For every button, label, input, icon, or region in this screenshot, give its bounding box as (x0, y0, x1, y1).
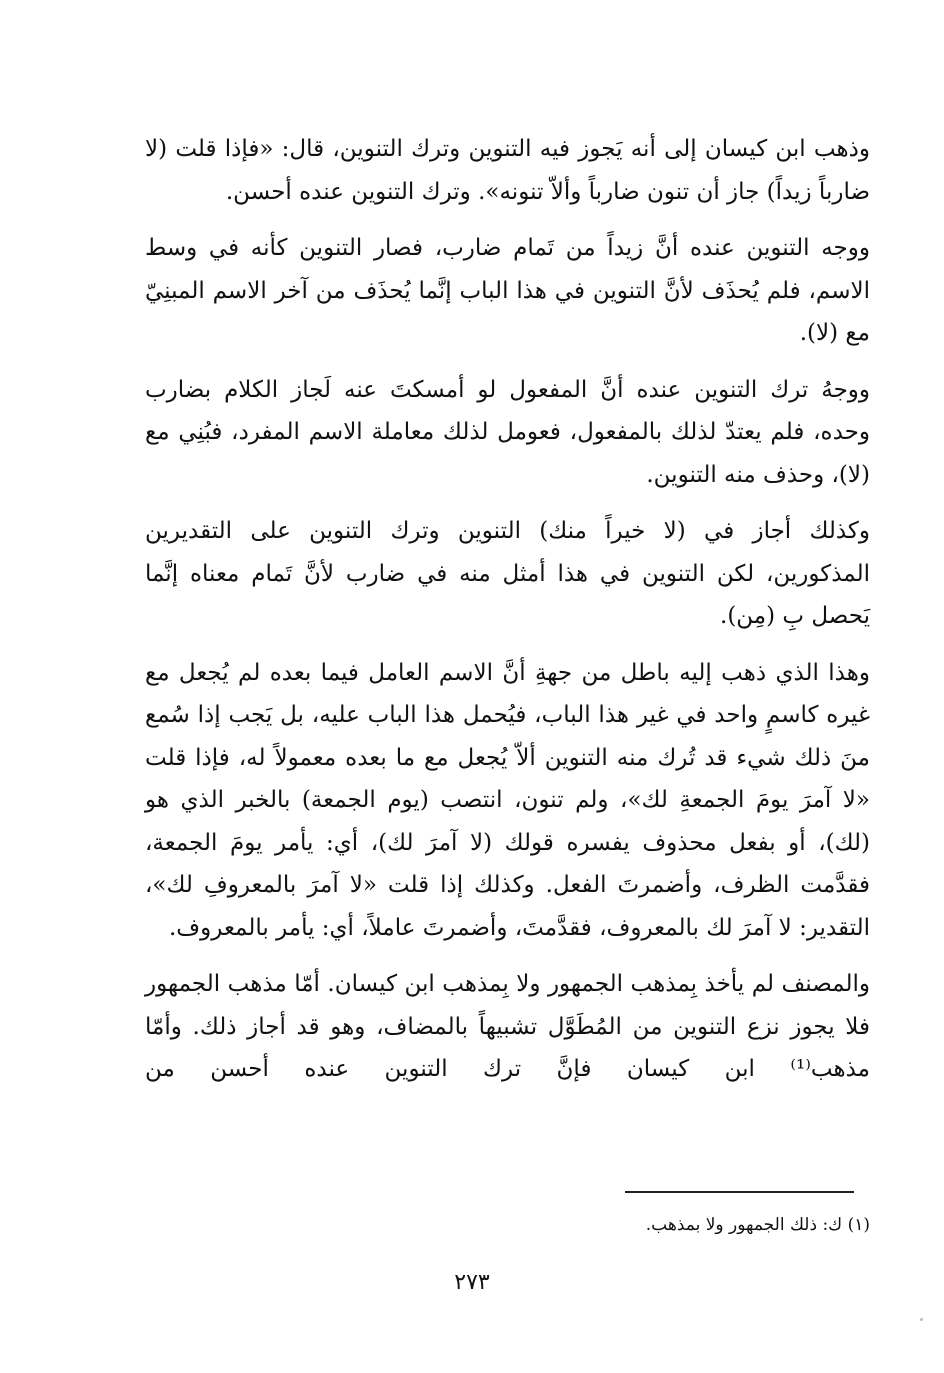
paragraph-3: ووجهُ ترك التنوين عنده أنَّ المفعول لو أمسكتَ عنه لَجاز الكلام بضارب وحده، فلم يعتدّ لذلك بالمفعول، فعومل لذلك معاملة الاسم المفرد، فبُنِي مع (لا)، وحذف منه التنوين. (145, 376, 870, 488)
paragraph-1: وذهب ابن كيسان إلى أنه يَجوز فيه التنوين وترك التنوين، قال: «فإذا قلت (لا ضارباً زيداً) جاز أن تنون ضارباً وألاّ تنونه». وترك التنوين عنده أحسن. (145, 136, 870, 205)
page-number: ٢٧٣ (454, 1270, 490, 1295)
scan-speck (920, 1318, 923, 1321)
paragraph-6: والمصنف لم يأخذ بِمذهب الجمهور ولا بِمذهب ابن كيسان. أمّا مذهب الجمهور فلا يجوز نزع التنوين من المُطَوَّل تشبيهاً بالمضاف، وهو قد أجاز ذلك. وأمّا مذهب⁽¹⁾ ابن كيسان فإنَّ ترك التنوين عنده أحسن من (145, 971, 870, 1082)
paragraph-2: ووجه التنوين عنده أنَّ زيداً من تَمام ضارب، فصار التنوين كأنه في وسط الاسم، فلم يُحذَف لأنَّ التنوين في هذا الباب إنَّما يُحذَف من آخر الاسم المبنِيّ مع (لا). (145, 235, 870, 346)
footnote-divider (625, 1191, 854, 1193)
paragraph-5: وهذا الذي ذهب إليه باطل من جهةِ أنَّ الاسم العامل فيما بعده لم يُجعل مع غيره كاسمٍ واحد في غير هذا الباب، فيُحمل هذا الباب عليه، بل يَجب إذا سُمع منَ ذلك شيء قد تُرك منه التنوين ألاّ يُجعل مع ما بعده معمولاً له، فإذا قلت «لا آمرَ يومَ الجمعةِ لك»، ولم تنون، انتصب (يوم الجمعة) بالخبر الذي هو (لك)، أو بفعل محذوف يفسره قولك (لا آمرَ لك)، أي: يأمر يومَ الجمعة، فقدَّمت الظرف، وأضمرتَ الفعل. وكذلك إذا قلت «لا آمرَ بالمعروفِ لك»، التقدير: لا آمرَ لك بالمعروف، فقدَّمتَ، وأضمرتَ عاملاً، أي: يأمر بالمعروف. (145, 659, 870, 941)
main-text (145, 128, 870, 1105)
footnote: (١) ك: ذلك الجمهور ولا بمذهب. (645, 1215, 870, 1235)
paragraph-4: وكذلك أجاز في (لا خيراً منك) التنوين وترك التنوين على التقديرين المذكورين، لكن التنوين في هذا أمثل منه في ضارب لأنَّ تَمام معناه إنَّما يَحصل بِ (مِن). (145, 518, 870, 629)
